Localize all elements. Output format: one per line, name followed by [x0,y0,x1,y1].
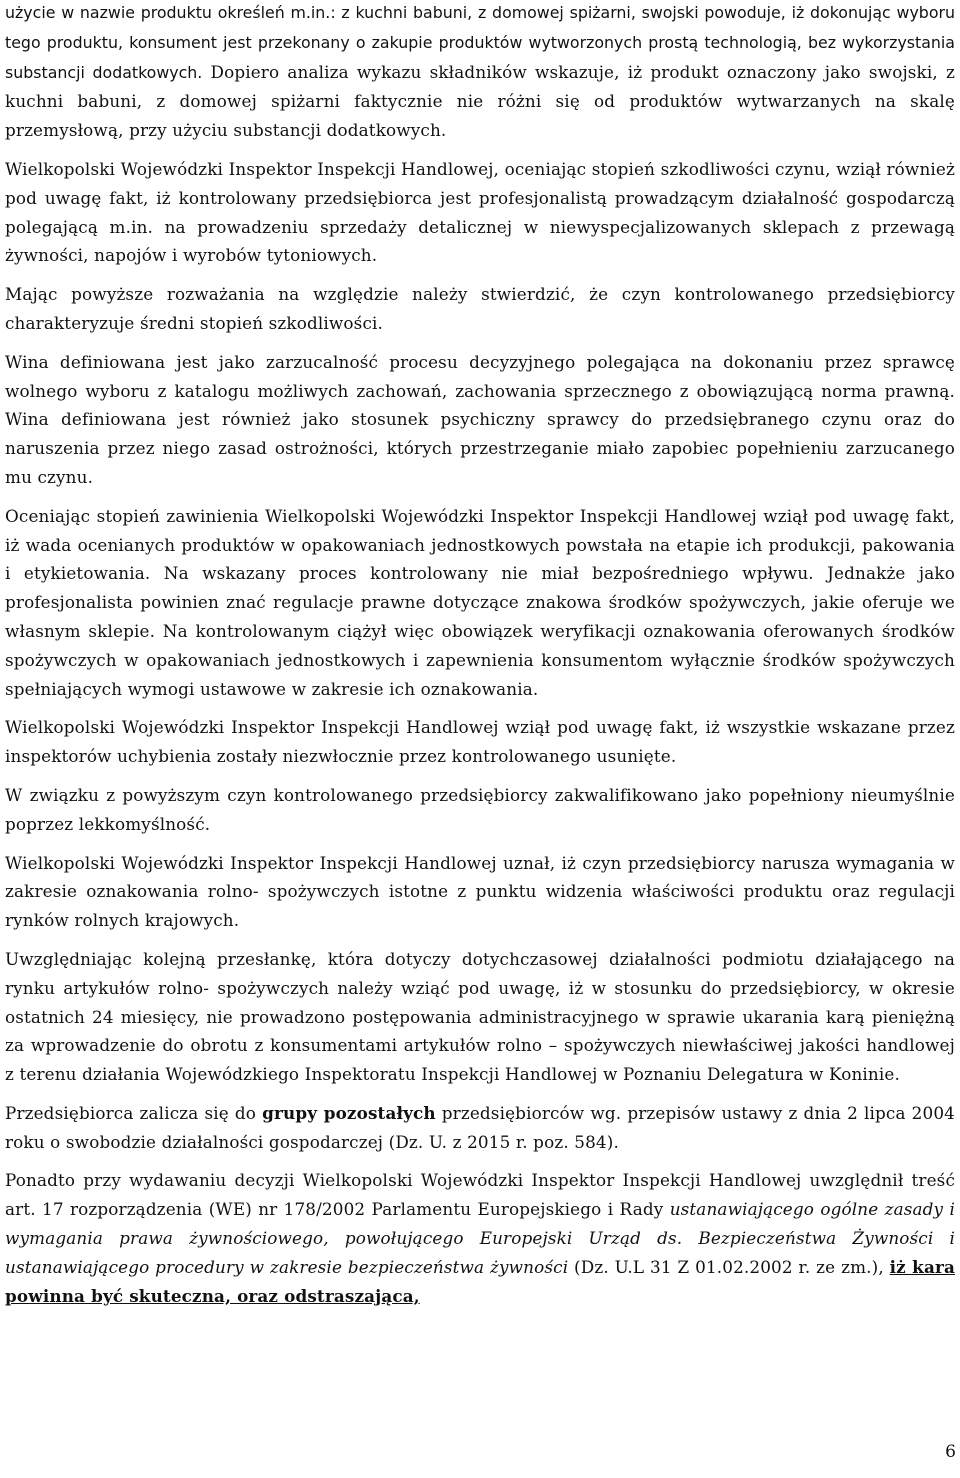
paragraph-5: Oceniając stopień zawinienia Wielkopolski Wojewódzki Inspektor Inspekcji Handlowej wziął pod uwagę fakt, iż wada ocenianych produktów w opakowaniach jednostkowych powstała na etapie ich produkcji, pakowania i etykietowania. Na wskazany proces kontrolowany nie miał bezpośredniego wpływu. Jednakże jako profesjonalista powinien znać regulacje prawne dotyczące znakowa środków spożywczych, jakie oferuje we własnym sklepie. Na kontrolowanym ciążył więc obowiązek weryfikacji oznakowania oferowanych środków spożywczych w opakowaniach jednostkowych i zapewnienia konsumentom wyłącznie środków spożywczych spełniających wymogi ustawowe w zakresie ich oznakowania. [5,505,955,699]
paragraph-1-sans-text: użycie w nazwie produktu określeń m.in.: z kuchni babuni, z domowej spiżarni, swojski powoduje, iż dokonując wyboru tego produktu, konsument jest przekonany o zakupie produktów wytworzonych prostą technologią, bez wykorzystania substancji dodatkowych. [5,3,955,82]
paragraph-10-text-start: Przedsiębiorca zalicza się do [5,1102,263,1123]
paragraph-11-citation: (Dz. U.L 31 Z 01.02.2002 r. ze zm.), [568,1256,890,1277]
paragraph-11-emphasis: iż kara powinna być skuteczna, oraz odstraszająca, [5,1256,955,1306]
page-number: 6 [945,1442,956,1462]
paragraph-9: Uwzględniając kolejną przesłankę, która dotyczy dotychczasowej działalności podmiotu działającego na rynku artykułów rolno- spożywczych należy wziąć pod uwagę, iż w stosunku do przedsiębiorcy, w okresie ostatnich 24 miesięcy, nie prowadzono postępowania administracyjnego w sprawie ukarania karą pieniężną za wprowadzenie do obrotu z konsumentami artykułów rolno – spożywczych niewłaściwej jakości handlowej z terenu działania Wojewódzkiego Inspektoratu Inspekcji Handlowej w Poznaniu Delegatura w Koninie. [5,948,955,1085]
paragraph-11 [5,1166,955,1310]
paragraph-3: Mając powyższe rozważania na względzie należy stwierdzić, że czyn kontrolowanego przedsiębiorcy charakteryzuje średni stopień szkodliwości. [5,284,955,333]
paragraph-6: Wielkopolski Wojewódzki Inspektor Inspekcji Handlowej wziął pod uwagę fakt, iż wszystkie wskazane przez inspektorów uchybienia zostały niezwłocznie przez kontrolowanego usunięte. [5,717,955,767]
paragraph-8: Wielkopolski Wojewódzki Inspektor Inspekcji Handlowej uznał, iż czyn przedsiębiorcy narusza wymagania w zakresie oznakowania rolno- spożywczych istotne z punktu widzenia właściwości produktu oraz regulacji rynków rolnych krajowych. [5,852,955,931]
paragraph-10 [5,1099,955,1157]
paragraph-7: W związku z powyższym czyn kontrolowanego przedsiębiorcy zakwalifikowano jako popełniony nieumyślnie poprzez lekkomyślność. [5,784,955,834]
paragraph-11-text-start: Ponadto przy wydawaniu decyzji Wielkopolski Wojewódzki Inspektor Inspekcji Handlowej uwzględnił treść art. 17 rozporządzenia (WE) nr 178/2002 Parlamentu Europejskiego i Rady [5,1170,955,1220]
paragraph-11-italic-title: ustanawiającego ogólne zasady i wymagania prawa żywnościowego, powołującego Europejski Urząd ds. Bezpieczeństwa Żywności i ustanawiającego procedury w zakresie bezpieczeństwa żywności [5,1199,955,1277]
paragraph-4: Wina definiowana jest jako zarzucalność procesu decyzyjnego polegająca na dokonaniu przez sprawcę wolnego wyboru z katalogu możliwych zachowań, zachowania sprzecznego z obowiązującą norma prawną. Wina definiowana jest również jako stosunek psychiczny sprawcy do przedsiębranego czynu oraz do naruszenia przez niego zasad ostrożności, których przestrzeganie miało zapobiec popełnieniu zarzucanego mu czynu. [5,351,955,487]
paragraph-1 [5,0,955,145]
document-page [5,0,955,1320]
paragraph-10-bold-phrase: grupy pozostałych [262,1102,436,1123]
paragraph-2: Wielkopolski Wojewódzki Inspektor Inspekcji Handlowej, oceniając stopień szkodliwości czynu, wziął również pod uwagę fakt, iż kontrolowany przedsiębiorca jest profesjonalistą prowadzącym działalność gospodarczą polegającą m.in. na prowadzeniu sprzedaży detalicznej w niewyspecjalizowanych sklepach z przewagą żywności, napojów i wyrobów tytoniowych. [5,158,955,266]
paragraph-1-text: Dopiero analiza wykazu składników wskazuje, iż produkt oznaczony jako swojski, z kuchni babuni, z domowej spiżarni faktycznie nie różni się od produktów wytwarzanych na skalę przemysłową, przy użyciu substancji dodatkowych. [5,61,955,141]
paragraph-10-text-end: przedsiębiorców wg. przepisów ustawy z dnia 2 lipca 2004 roku o swobodzie działalności gospodarczej (Dz. U. z 2015 r. poz. 584). [5,1102,955,1152]
